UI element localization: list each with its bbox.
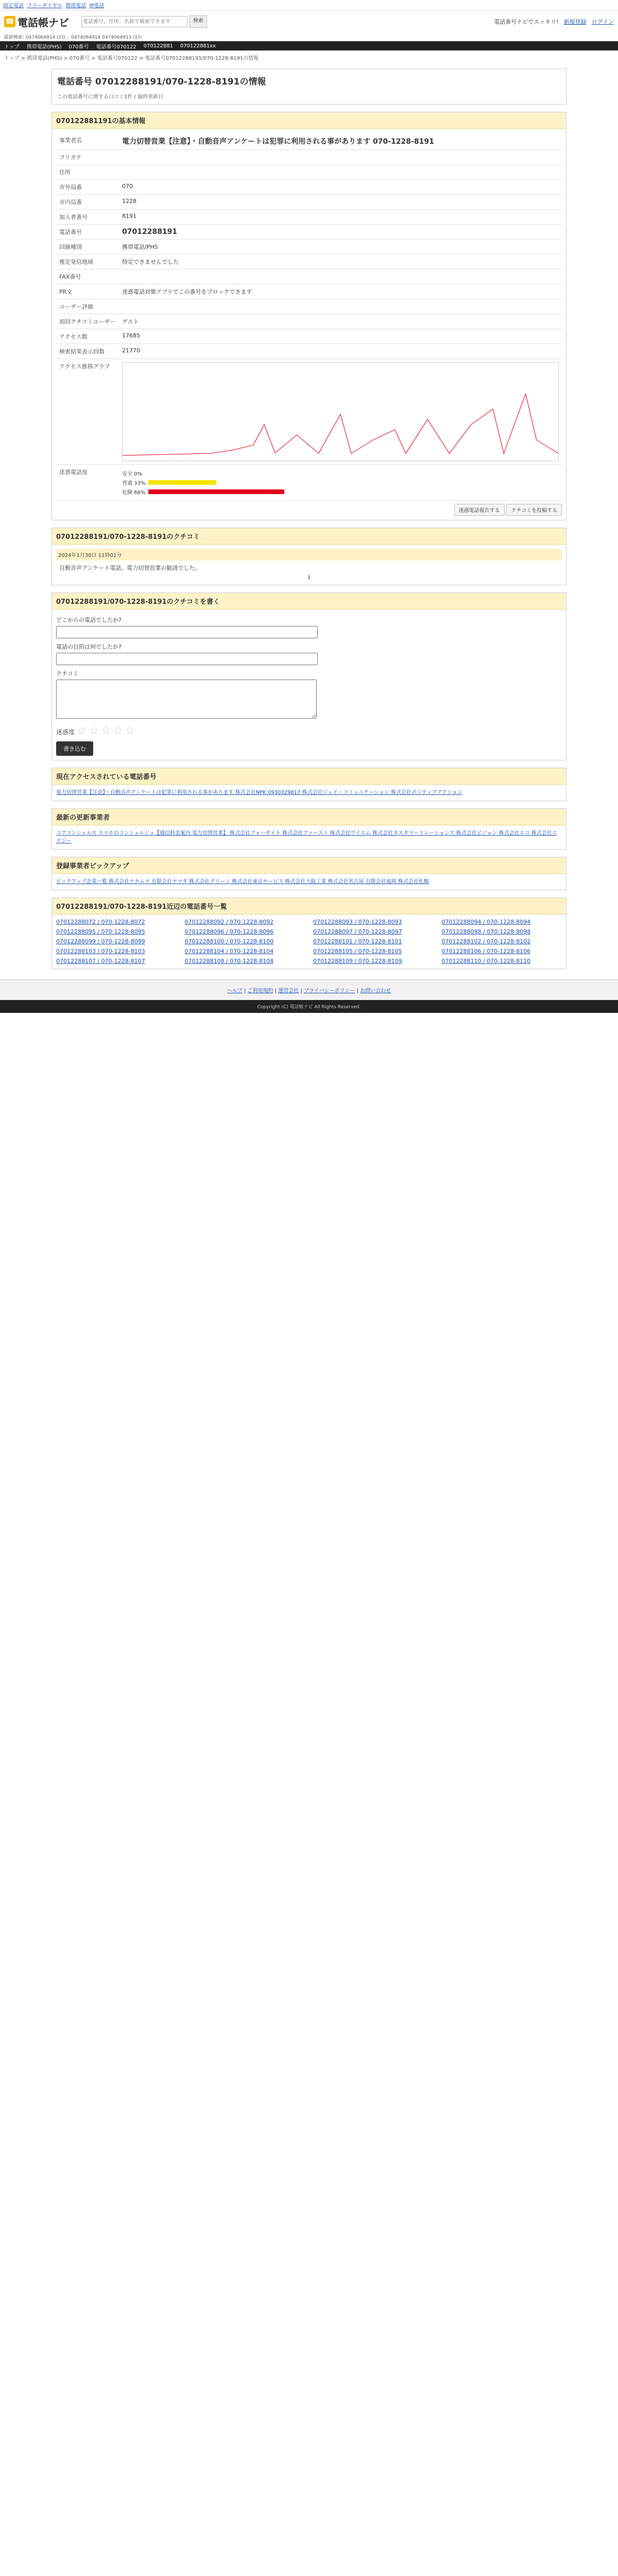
list-item[interactable]: 07012288093 / 070-1228-8093	[313, 919, 402, 925]
review-form-panel	[52, 592, 566, 760]
info-table	[56, 133, 562, 501]
list-item[interactable]: 07012288102 / 070-1228-8102	[441, 938, 531, 945]
popular-links[interactable]: 電力切替営業【注意】・自動音声アンケートは犯罪に利用される事があります 株式会社NPK 0930329817 株式会社ジェイ・コミュニケーション 株式会社ポジティブアクション	[56, 790, 462, 795]
numbers-panel	[52, 897, 566, 969]
search-ticker: 最新検索: 0474064914 (旧)… 0474064914 0474064913 ほか	[4, 35, 143, 40]
pickup-head: 登録事業者ピックアップ	[56, 862, 129, 870]
comment-textarea[interactable]	[56, 680, 317, 719]
topnav-fixed[interactable]: 固定電話	[3, 3, 24, 9]
rating-label: 迷惑度	[56, 728, 75, 736]
list-item[interactable]: 07012288099 / 070-1228-8099	[56, 938, 145, 945]
search-input[interactable]	[81, 16, 187, 27]
spam-report-button[interactable]: 迷惑電話報告する	[454, 504, 505, 516]
cat-070122881xx[interactable]: 070122881xx	[180, 43, 216, 49]
table-row: アクセス推移グラフ	[56, 359, 562, 465]
title-sub: この電話番号に関する口コミ1件 / 最終更新日	[57, 94, 164, 100]
table-row: 回線種別 携帯電話/PHS	[56, 240, 562, 255]
footer-company[interactable]: 運営会社	[278, 988, 299, 994]
review-panel	[52, 528, 566, 585]
table-row: ユーザー評価	[56, 299, 562, 314]
table-row: 推定発信地域 特定できませんでした	[56, 255, 562, 269]
review-date: 2024年1月30日 11時01分	[56, 549, 562, 561]
review-page[interactable]: 1	[307, 575, 311, 581]
search-button[interactable]: 検索	[190, 15, 207, 28]
star-icon-4[interactable]: ☆	[113, 724, 124, 737]
numbers-head: 07012288191/070-1228-8191近辺の電話番号一覧	[56, 903, 227, 911]
purpose-input[interactable]	[56, 653, 318, 665]
list-item[interactable]: 07012288096 / 070-1228-8096	[184, 928, 274, 935]
caller-type-input[interactable]	[56, 626, 318, 638]
list-item[interactable]: 07012288110 / 070-1228-8110	[441, 958, 531, 964]
list-item[interactable]: 07012288105 / 070-1228-8105	[313, 948, 402, 955]
table-row: 市外局番 070	[56, 180, 562, 195]
title-box	[52, 69, 566, 105]
table-row: 電話番号 07012288191	[56, 225, 562, 240]
table-row: FAX番号	[56, 269, 562, 284]
cat-070122881[interactable]: 070122881	[143, 43, 173, 49]
list-item[interactable]: 07012288098 / 070-1228-8098	[441, 928, 531, 935]
list-item[interactable]: 07012288100 / 070-1228-8100	[184, 938, 274, 945]
table-row: 事業者名 電力切替営業【注意】・自動音声アンケートは犯罪に利用される事があります 070-1228-8191	[56, 133, 562, 150]
list-item[interactable]: 07012288092 / 070-1228-8092	[184, 919, 274, 925]
footer-terms[interactable]: ご利用規約	[247, 988, 273, 994]
list-item[interactable]: 07012288101 / 070-1228-8101	[313, 938, 402, 945]
table-row: 加入者番号 8191	[56, 210, 562, 225]
popular-panel	[52, 768, 566, 801]
info-panel	[52, 112, 566, 520]
star-icon-1[interactable]: ☆	[76, 724, 87, 737]
popular-head: 現在アクセスされている電話番号	[56, 773, 157, 781]
access-line	[123, 394, 558, 455]
review-head: 07012288191/070-1228-8191のクチコミ	[56, 533, 200, 541]
header-right	[494, 18, 614, 26]
submit-review-button[interactable]: 書き込む	[56, 741, 93, 756]
list-item[interactable]: 07012288107 / 070-1228-8107	[56, 958, 145, 964]
cat-070122[interactable]: 電話番号070122	[96, 44, 136, 50]
list-item[interactable]: 07012288109 / 070-1228-8109	[313, 958, 402, 964]
list-item[interactable]: 07012288104 / 070-1228-8104	[184, 948, 274, 955]
breadcrumb: トップ > 携帯電話(PHS) > 070番号 > 電話番号070122 > 電話番号07012288191/070-1228-8191の情報	[4, 56, 259, 61]
page-title: 電話番号 07012288191/070-1228-8191の情報	[57, 77, 266, 87]
form-head: 07012288191/070-1228-8191のクチコミを書く	[56, 598, 220, 606]
star-icon-3[interactable]: ☆	[100, 724, 111, 737]
list-item[interactable]: 07012288097 / 070-1228-8097	[313, 928, 402, 935]
pickup-panel	[52, 857, 566, 890]
register-link[interactable]: 新規登録	[563, 19, 587, 25]
pickup-links[interactable]: ピックアップ企業一覧 株式会社ナカムラ 有限会社ヤマダ 株式会社グリーン 株式会社東京サービス 株式会社大阪工業 株式会社名古屋 有限会社福岡 株式会社札幌	[56, 879, 429, 885]
tagline: 電話番号ナビでスッキリ!	[494, 19, 559, 25]
site-logo[interactable]: ☎ 電話帳ナビ	[4, 14, 81, 29]
category-bar	[0, 41, 618, 50]
list-item[interactable]: 07012288072 / 070-1228-8072	[56, 919, 145, 925]
footer-contact[interactable]: お問い合わせ	[360, 988, 391, 994]
access-graph-svg	[123, 363, 558, 461]
table-row: アクセス数 17685	[56, 329, 562, 344]
access-graph	[122, 362, 559, 461]
logo-icon: ☎	[4, 16, 15, 27]
cat-home[interactable]: トップ	[4, 44, 20, 50]
table-row: フリガナ	[56, 150, 562, 165]
bar-danger: 危険 66%	[122, 488, 559, 496]
bar-normal: 普通 33%	[122, 479, 559, 486]
main-container	[52, 69, 566, 969]
footer-help[interactable]: ヘルプ	[227, 988, 243, 994]
topnav-free[interactable]: フリーダイヤル	[27, 3, 63, 9]
table-row: 住所	[56, 165, 562, 180]
list-item[interactable]: 07012288095 / 070-1228-8095	[56, 928, 145, 935]
table-row: 市内局番 1228	[56, 195, 562, 210]
top-nav	[0, 0, 618, 11]
info-head: 070122881191の基本情報	[52, 112, 566, 129]
table-row: 迷惑電話度 安全 0% 普通 33% 危険 66%	[56, 465, 562, 501]
list-item[interactable]: 07012288103 / 070-1228-8103	[56, 948, 145, 955]
post-review-button[interactable]: クチコミを投稿する	[506, 504, 562, 516]
review-text: 自動音声アンケート電話。電力切替営業の勧誘でした。	[59, 565, 201, 571]
number-list	[52, 914, 566, 969]
star-icon-2[interactable]: ☆	[89, 724, 99, 737]
search-form	[81, 15, 207, 28]
list-item[interactable]: 07012288106 / 070-1228-8106	[441, 948, 531, 955]
form-comment-label: クチコミ	[56, 670, 79, 677]
footer: ヘルプ | ご利用規約 | 運営会社 | プライバシーポリシー | お問い合わせ	[0, 979, 618, 1000]
topnav-mobile[interactable]: 携帯電話	[65, 3, 87, 9]
header	[0, 11, 618, 32]
login-link[interactable]: ログイン	[591, 19, 614, 25]
bar-fill-danger	[148, 489, 284, 494]
bar-fill-normal	[148, 480, 216, 485]
recent-head: 最新の更新事業者	[56, 814, 110, 822]
topnav-ip[interactable]: IP電話	[89, 3, 105, 9]
bar-safe: 安全 0%	[122, 471, 143, 477]
list-item[interactable]: 07012288108 / 070-1228-8108	[184, 958, 274, 964]
star-icon-5[interactable]: ☆	[125, 724, 135, 737]
copyright: Copyright (C) 電話帳ナビ All Rights Reserved.	[0, 1000, 618, 1013]
table-row: 初回クチコミユーザー ゲスト	[56, 314, 562, 329]
table-row: 検索結果表示回数 21770	[56, 344, 562, 359]
form-q1: どこからの電話でしたか?	[56, 617, 122, 623]
list-item[interactable]: 07012288094 / 070-1228-8094	[441, 919, 531, 925]
cat-mobile[interactable]: 携帯電話(PHS)	[26, 44, 62, 50]
form-q2: 電話の目的は何でしたか?	[56, 643, 122, 650]
recent-links[interactable]: コアコンシェルス スマホのコンシェルジュ【通信料金案内 電力切替営業】 株式会社フォーサイト 株式会社ファースト 株式会社ワイエム 株式会社カスタマーリレーションズ 株式会社ビジョン 株式会社エコ 株式会社エナジー	[56, 831, 557, 844]
cat-070[interactable]: 070番号	[68, 44, 89, 50]
recent-panel	[52, 808, 566, 850]
footer-privacy[interactable]: プライバシーポリシー	[303, 988, 355, 994]
table-row: PR文 迷惑電話対策アプリでこの番号をブロックできます	[56, 284, 562, 299]
